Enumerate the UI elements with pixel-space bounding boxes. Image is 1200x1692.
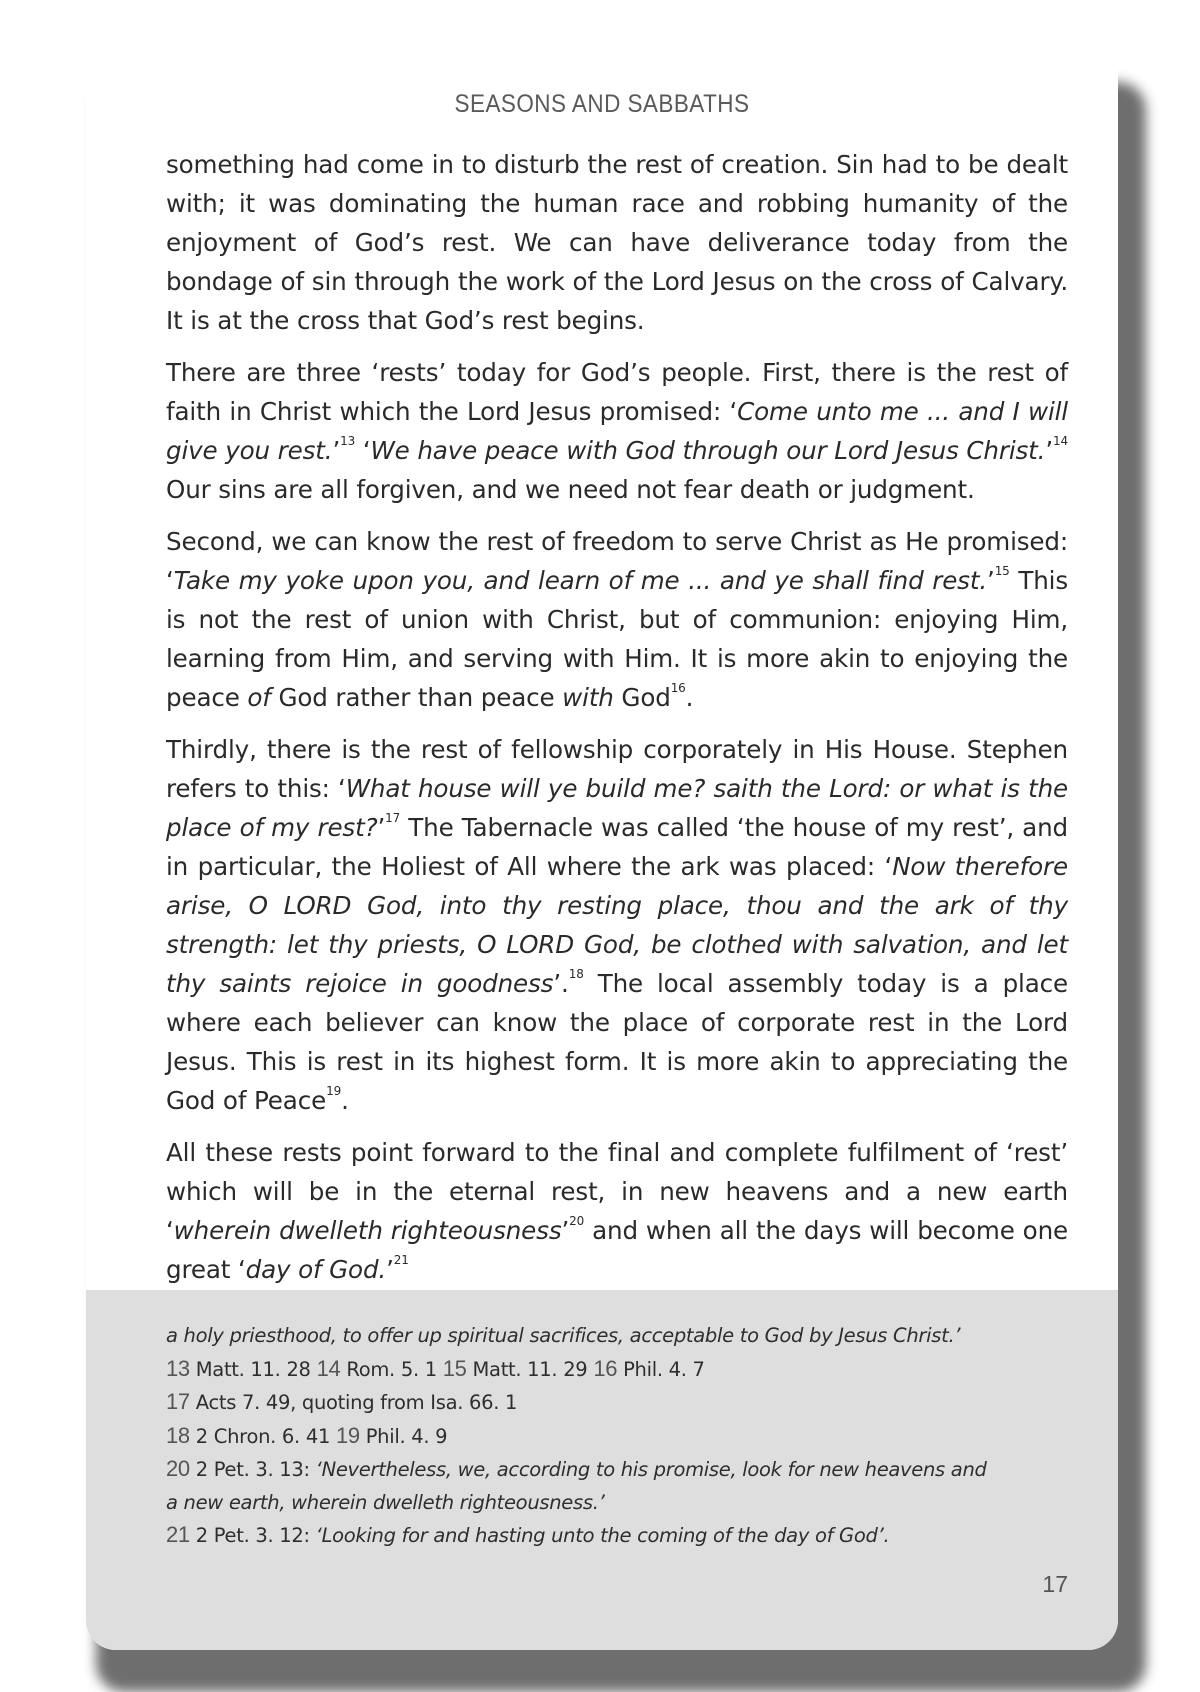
quote: Come unto me ... and I will give you rest. <box>166 397 1068 465</box>
footnote-ref-19: 19 <box>326 1084 342 1098</box>
footnote-continuation: a holy priesthood, to offer up spiritual sacrifices, acceptable to God by Jesus Christ.’ <box>166 1324 961 1347</box>
quote: wherein dwelleth righteousness <box>173 1216 562 1245</box>
footnote-ref-13: 13 <box>340 434 356 448</box>
book-page <box>86 0 1118 1650</box>
quote: Now therefore arise, O LORD God, into thy resting place, thou and the ark of thy strength: let thy priests, O LORD God, be clothed with salvation, and let thy saints rejoice in goodness <box>166 852 1068 998</box>
footnote-ref-18: 18 <box>568 967 584 981</box>
footnote-ref-17: 17 <box>385 811 401 825</box>
footnote-ref-15: 15 <box>994 564 1010 578</box>
footnotes-list <box>166 1320 1076 1553</box>
paragraph-1: something had come in to disturb the rest of creation. Sin had to be dealt with; it was dominating the human race and robbing humanity of the enjoyment of God’s rest. We can have deliverance today from the bondage of sin through the work of the Lord Jesus on the cross of Calvary. It is at the cross that God’s rest begins. <box>166 150 1068 335</box>
footnote-row: 13 Matt. 11. 28 14 Rom. 5. 1 15 Matt. 11. 29 16 Phil. 4. 7 <box>166 1355 705 1381</box>
footnote-number: 21 <box>166 1522 190 1547</box>
footnote-ref-21: 21 <box>393 1253 409 1267</box>
running-header: SEASONS AND SABBATHS <box>454 90 750 118</box>
footnote-ref-16: 16 <box>670 681 686 695</box>
quote: day of God. <box>245 1255 387 1284</box>
footnote-number: 17 <box>166 1389 190 1414</box>
footnote-ref-14: 14 <box>1053 434 1068 448</box>
paragraph-2: There are three ‘rests’ today for God’s people. First, there is the rest of faith in Christ which the Lord Jesus promised: ‘Come unto me ... and I will give you rest.’$^{13}$ ‘We have peace with God through our Lord Jesus Christ.’$^{14}$ Our sins are all forgiven, and we need not fear death or judgment. <box>166 358 1068 504</box>
paragraph-3: Second, we can know the rest of freedom to serve Christ as He promised: ‘Take my yoke upon you, and learn of me ... and ye shall find rest.’$^{15}$ This is not the rest of union with Christ, but of communion: enjoying Him, learning from Him, and serving with Him. It is more akin to enjoying the peace of God rather than peace with God$^{16}$. <box>166 527 1068 712</box>
emphasis: of <box>247 683 271 712</box>
footnote-row: 17 Acts 7. 49, quoting from Isa. 66. 1 <box>166 1389 518 1414</box>
footnote-row: a new earth, wherein dwelleth righteousness.’ <box>166 1490 605 1514</box>
paragraph-5: All these rests point forward to the final and complete fulfilment of ‘rest’ which will be in the eternal rest, in new heavens and a new earth ‘wherein dwelleth righteousness’$^{20}$ and when all the days will become one great ‘day of God.’$^{21}$ <box>166 1138 1068 1284</box>
footnote-row: 20 2 Pet. 3. 13: ‘Nevertheless, we, according to his promise, look for new heavens and <box>166 1456 987 1481</box>
footnote-number: 20 <box>166 1456 190 1481</box>
emphasis: with <box>562 683 614 712</box>
footnote-ref-20: 20 <box>569 1214 585 1228</box>
quote: Take my yoke upon you, and learn of me ... and ye shall find rest. <box>173 566 988 595</box>
quote: What house will ye build me? saith the Lord: or what is the place of my rest? <box>166 774 1068 842</box>
paragraph-4: Thirdly, there is the rest of fellowship corporately in His House. Stephen refers to this: ‘What house will ye build me? saith the Lord: or what is the place of my rest?’$^{17}$ The Tabernacle was called ‘the house of my rest’, and in particular, the Holiest of All where the ark was placed: ‘Now therefore arise, O LORD God, into thy resting place, thou and the ark of thy strength: let thy priests, O LORD God, be clothed with salvation, and let thy saints rejoice in goodness’.$^{18}$ The local assembly today is a place where each believer can know the place of corporate rest in the Lord Jesus. This is rest in its highest form. It is more akin to appreciating the God of Peace$^{19}$. <box>166 735 1069 1115</box>
footnote-number: 15 <box>442 1355 467 1381</box>
body-text <box>166 145 1068 1302</box>
page-number: 17 <box>1042 1571 1068 1597</box>
footnote-row: 18 2 Chron. 6. 41 19 Phil. 4. 9 <box>166 1422 448 1448</box>
footnote-row: 21 2 Pet. 3. 12: ‘Looking for and hasting unto the coming of the day of God’. <box>166 1522 890 1547</box>
footnote-number: 14 <box>316 1355 341 1381</box>
footnote-number: 18 <box>166 1422 190 1448</box>
footnote-number: 13 <box>166 1355 190 1381</box>
footnote-number: 16 <box>593 1355 618 1381</box>
footnote-number: 19 <box>335 1422 360 1448</box>
quote: We have peace with God through our Lord Jesus Christ. <box>370 436 1046 465</box>
footnotes-panel <box>86 1290 1118 1650</box>
